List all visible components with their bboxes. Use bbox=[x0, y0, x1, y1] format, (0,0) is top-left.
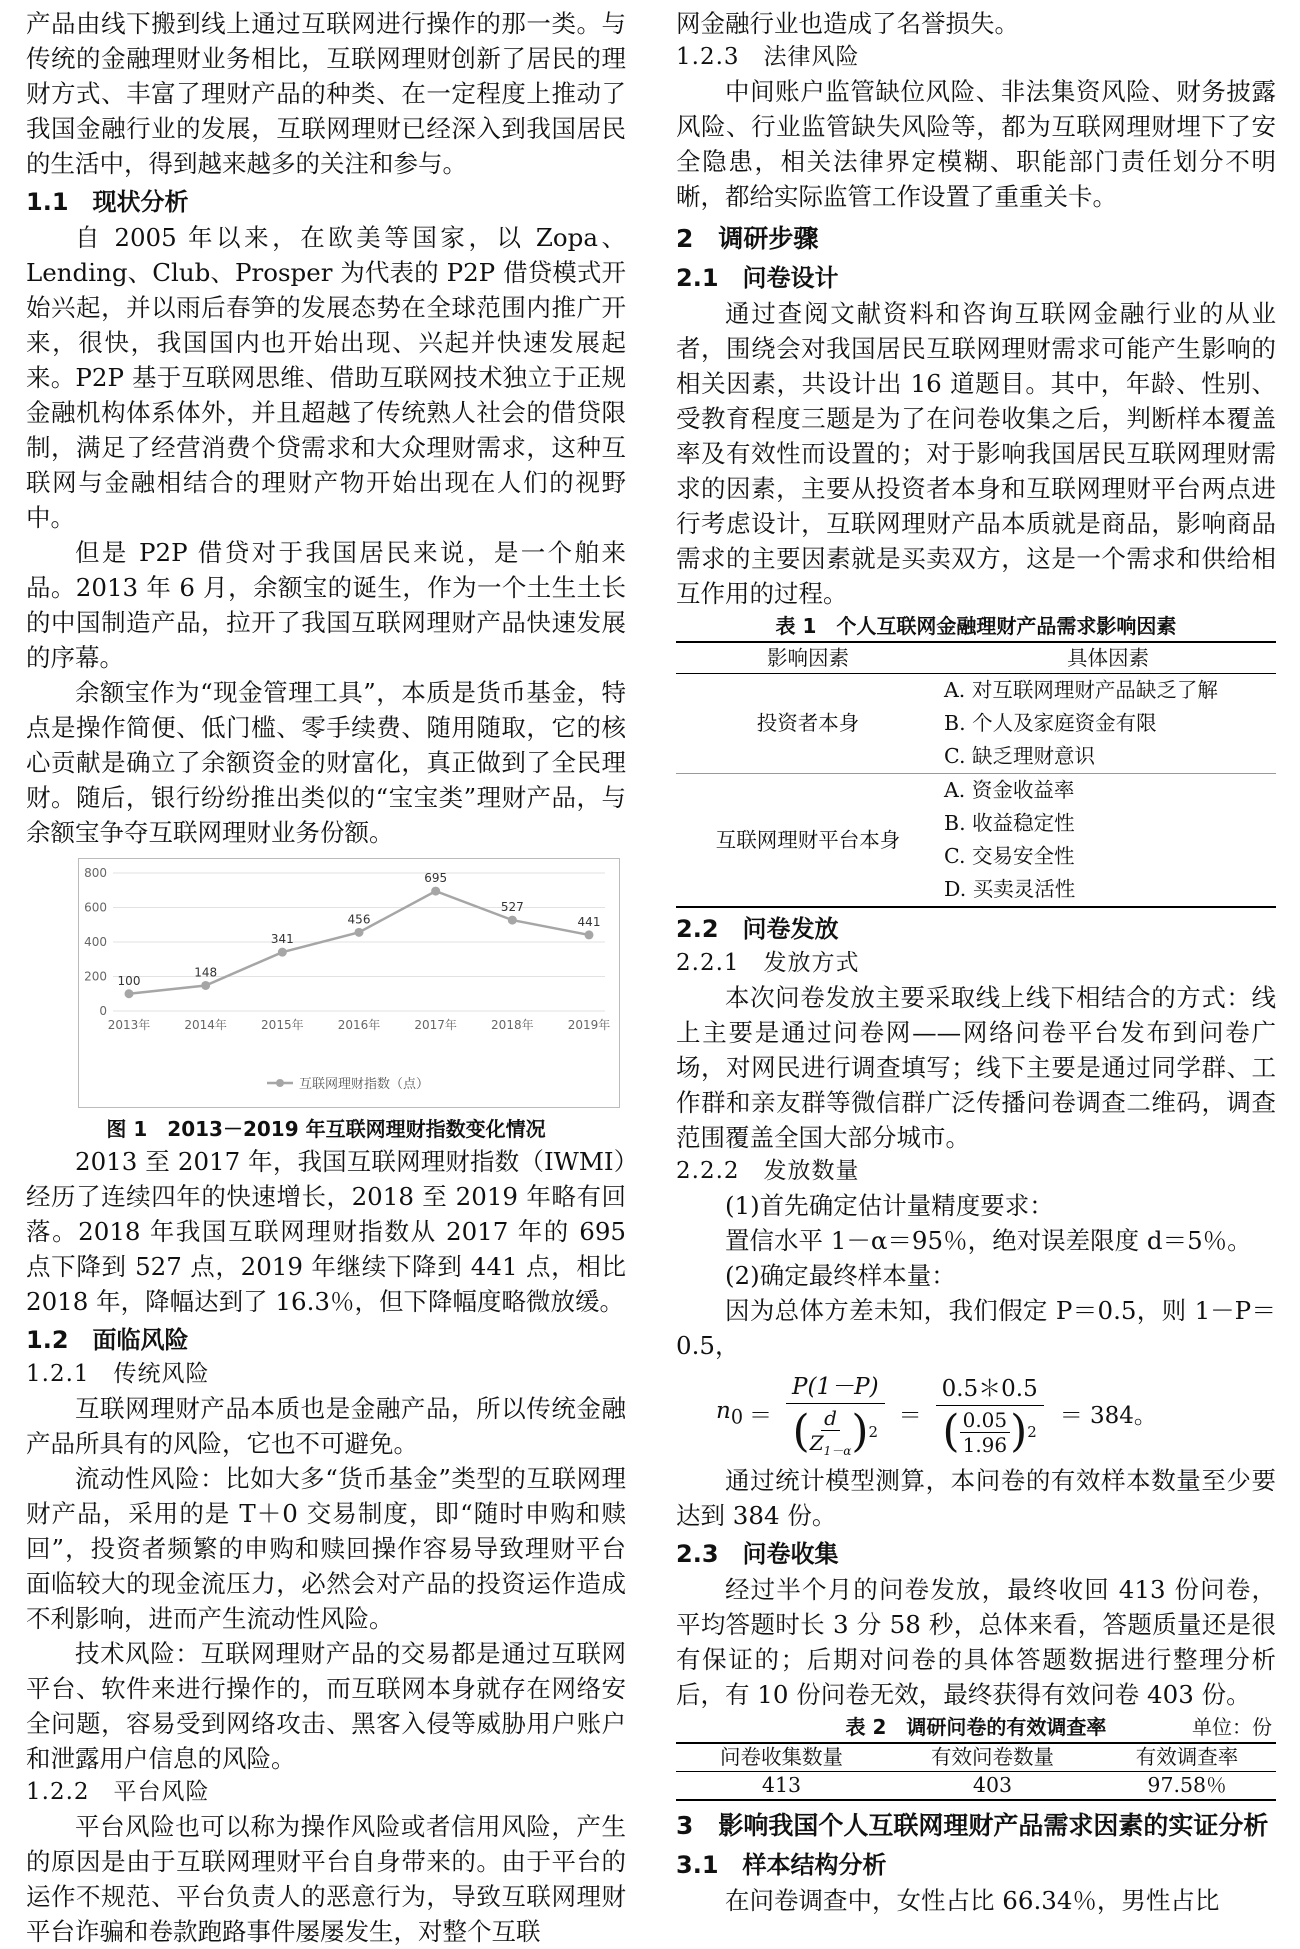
factor-table bbox=[676, 641, 1276, 908]
section-heading-2: 2 调研步骤 bbox=[676, 224, 819, 253]
x-tick-label: 2019年 bbox=[567, 1018, 611, 1032]
table-row bbox=[676, 774, 1276, 808]
x-tick-label: 2016年 bbox=[337, 1018, 381, 1032]
left-column bbox=[26, 6, 626, 1949]
subsection-heading-1-2-1: 1.2.1 传统风险 bbox=[26, 1361, 210, 1387]
formula-result: ＝ 384。 bbox=[1059, 1402, 1157, 1429]
table-cell: 97.58％ bbox=[1147, 1773, 1227, 1797]
data-label: 527 bbox=[500, 900, 524, 915]
x-tick-label: 2014年 bbox=[184, 1018, 227, 1032]
data-label: 441 bbox=[577, 914, 601, 929]
subsection-heading-2-2-2: 2.2.2 发放数量 bbox=[676, 1158, 860, 1184]
item-cell: A. 资金收益率 bbox=[940, 774, 1276, 808]
line-chart bbox=[78, 858, 620, 1108]
table-header-row bbox=[676, 642, 1276, 674]
table-cell: 413 bbox=[761, 1773, 802, 1797]
paragraph: 平台风险也可以称为操作风险或者信用风险，产生的原因是由于互联网理财平台自身带来的。由于平台的运作不规范、平台负责人的恶意行为，导致互联网理财平台诈骗和卷款跑路事件屡屡发生，对整个互联 bbox=[26, 1812, 626, 1946]
table-header-cell: 影响因素 bbox=[676, 642, 940, 674]
paragraph: 技术风险：互联网理财产品的交易都是通过互联网平台、软件来进行操作的，而互联网本身就存在网络安全问题，容易受到网络攻击、黑客入侵等威胁用户账户和泄露用户信息的风险。 bbox=[26, 1639, 626, 1773]
factor-cell: 投资者本身 bbox=[756, 711, 860, 735]
section-heading-2-2: 2.2 问卷发放 bbox=[676, 915, 839, 943]
formula-lhs: $n_0$ bbox=[716, 1397, 744, 1429]
paragraph: 流动性风险：比如大多“货币基金”类型的互联网理财产品，采用的是 T＋0 交易制度，即“随时申购和赎回”，投资者频繁的申购和赎回操作容易导致理财平台面临较大的现金流压力，必然会对产品的投资运作造成不利影响，进而产生流动性风险。 bbox=[26, 1464, 626, 1633]
data-label: 695 bbox=[424, 871, 448, 886]
paragraph: 通过查阅文献资料和咨询互联网金融行业的从业者，围绕会对我国居民互联网理财需求可能产生影响的相关因素，共设计出 16 道题目。其中，年龄、性别、受教育程度三题是为了在问卷收集之后，判断样本覆盖率及有效性而设置的；对于影响我国居民互联网理财需求的因素，主要从投资者本身和互联网理财平台两点进行考虑设计，互联网理财产品本质就是商品，影响商品需求的主要因素就是买卖双方，这是一个需求和供给相互作用的过程。 bbox=[676, 299, 1276, 608]
paragraph: 自 2005 年以来，在欧美等国家，以 Zopa、Lending、Club、Prosper 为代表的 P2P 借贷模式开始兴起，并以雨后春笋的发展态势在全球范围内推广开来，很快，我国国内也开始出现、兴起并快速发展起来。P2P 基于互联网思维、借助互联网技术独立于正规金融机构体系体外，并且超越了传统熟人社会的借贷限制，满足了经营消费个贷需求和大众理财需求，这种互联网与金融相结合的理财产物开始出现在人们的视野中。 bbox=[26, 223, 626, 532]
paragraph: 在问卷调查中，女性占比 66.34％，男性占比 bbox=[725, 1886, 1220, 1915]
item-cell: A. 对互联网理财产品缺乏了解 bbox=[944, 678, 1218, 702]
table-header-cell: 具体因素 bbox=[940, 642, 1276, 674]
x-tick-label: 2017年 bbox=[414, 1018, 457, 1032]
paragraph: 但是 P2P 借贷对于我国居民来说，是一个舶来品。2013 年 6 月，余额宝的诞生，作为一个土生土长的中国制造产品，拉开了我国互联网理财产品快速发展的序幕。 bbox=[26, 538, 626, 672]
factor-cell: 互联网理财平台本身 bbox=[676, 774, 940, 908]
data-point bbox=[585, 930, 594, 939]
paragraph: 中间账户监管缺位风险、非法集资风险、财务披露风险、行业监管缺失风险等，都为互联网理财埋下了安全隐患，相关法律界定模糊、职能部门责任划分不明晰，都给实际监管工作设置了重重关卡。 bbox=[676, 77, 1276, 211]
section-heading-2-3: 2.3 问卷收集 bbox=[676, 1540, 839, 1568]
subsection-heading-1-2-2: 1.2.2 平台风险 bbox=[26, 1779, 210, 1805]
data-point bbox=[278, 948, 287, 957]
table-header-cell: 有效问卷数量 bbox=[887, 1743, 1098, 1772]
survey-rate-table bbox=[676, 1742, 1276, 1801]
data-label: 456 bbox=[347, 912, 371, 927]
paragraph: (2)确定最终样本量： bbox=[725, 1261, 956, 1290]
table2-caption-row bbox=[676, 1712, 1276, 1742]
table-header-cell: 问卷收集数量 bbox=[676, 1743, 887, 1772]
item-cell: C. 交易安全性 bbox=[944, 844, 1075, 868]
formula-fraction-1: P(1－P) ( $\frac{d}{Z_{1-\alpha}}$ ) 2 bbox=[786, 1368, 885, 1459]
table-cell: 403 bbox=[972, 1773, 1013, 1797]
subsection-heading-2-2-1: 2.2.1 发放方式 bbox=[676, 950, 860, 976]
item-cell: B. 收益稳定性 bbox=[944, 811, 1075, 835]
paragraph: 网金融行业也造成了名誉损失。 bbox=[676, 9, 1019, 38]
table-row bbox=[676, 1772, 1276, 1801]
section-heading-3: 3 影响我国个人互联网理财产品需求因素的实证分析 bbox=[676, 1811, 1269, 1840]
table2-unit: 单位：份 bbox=[1192, 1715, 1272, 1739]
y-tick-label: 800 bbox=[84, 866, 107, 880]
paragraph: 本次问卷发放主要采取线上线下相结合的方式：线上主要是通过问卷网——网络问卷平台发布到问卷广场，对网民进行调查填写；线下主要是通过同学群、工作群和亲友群等微信群广泛传播问卷调查二维码，调查范围覆盖全国大部分城市。 bbox=[676, 983, 1276, 1152]
chart-svg bbox=[79, 859, 619, 1107]
paragraph: 余额宝作为“现金管理工具”，本质是货币基金，特点是操作简便、低门槛、零手续费、随用随取，它的核心贡献是确立了余额资金的财富化，真正做到了全民理财。随后，银行纷纷推出类似的“宝宝类”理财产品，与余额宝争夺互联网理财业务份额。 bbox=[26, 678, 626, 847]
data-label: 148 bbox=[194, 965, 218, 980]
item-cell: D. 买卖灵活性 bbox=[944, 877, 1076, 901]
paragraph: 经过半个月的问卷发放，最终收回 413 份问卷，平均答题时长 3 分 58 秒，总体来看，答题质量还是很有保证的；后期对问卷的具体答题数据进行整理分析后，有 10 份问卷无效，最终获得有效问卷 403 份。 bbox=[676, 1575, 1276, 1709]
legend-point-swatch bbox=[276, 1079, 284, 1087]
figure-caption: 图 1 2013－2019 年互联网理财指数变化情况 bbox=[106, 1117, 546, 1141]
x-tick-label: 2015年 bbox=[261, 1018, 304, 1032]
paragraph: 产品由线下搬到线上通过互联网进行操作的那一类。与传统的金融理财业务相比，互联网理财创新了居民的理财方式、丰富了理财产品的种类、在一定程度上推动了我国金融行业的发展，互联网理财已经深入到我国居民的生活中，得到越来越多的关注和参与。 bbox=[26, 9, 626, 178]
section-heading-1-1: 1.1 现状分析 bbox=[26, 188, 189, 216]
item-cell: B. 个人及家庭资金有限 bbox=[944, 711, 1157, 735]
x-tick-label: 2013年 bbox=[107, 1018, 151, 1032]
subsection-heading-1-2-3: 1.2.3 法律风险 bbox=[676, 44, 860, 70]
table1-caption: 表 1 个人互联网金融理财产品需求影响因素 bbox=[775, 614, 1177, 638]
x-tick-label: 2018年 bbox=[491, 1018, 534, 1032]
formula-fraction-2: 0.5＊0.5 ( $\frac{0.05}{1.96}$ ) 2 bbox=[936, 1370, 1044, 1457]
paragraph: 通过统计模型测算，本问卷的有效样本数量至少要达到 384 份。 bbox=[676, 1466, 1276, 1530]
paragraph: (1)首先确定估计量精度要求： bbox=[725, 1191, 1054, 1220]
table-header-row bbox=[676, 1743, 1276, 1772]
data-point bbox=[201, 981, 210, 990]
data-point bbox=[508, 916, 517, 925]
paragraph: 互联网理财产品本质也是金融产品，所以传统金融产品所具有的风险，它也不可避免。 bbox=[26, 1394, 626, 1458]
paragraph: 2013 至 2017 年，我国互联网理财指数（IWMI）经历了连续四年的快速增长，2018 至 2019 年略有回落。2018 年我国互联网理财指数从 2017 年的 695 点下降到 527 点，2019 年继续下降到 441 点，相比 2018 年，降幅达到了 16.3％，但下降幅度略微放缓。 bbox=[26, 1147, 626, 1316]
section-heading-3-1: 3.1 样本结构分析 bbox=[676, 1851, 887, 1879]
y-tick-label: 600 bbox=[84, 900, 107, 915]
section-heading-2-1: 2.1 问卷设计 bbox=[676, 264, 839, 292]
sample-size-formula: $n_0$ ＝ P(1－P) ( $\frac{d}{Z_{1-\alpha}}$ ) 2 ＝ 0.5＊0.5 ( $\frac{0.05}{1.96}$ ) 2 ＝ 384。 bbox=[716, 1363, 1276, 1463]
item-cell: C. 缺乏理财意识 bbox=[944, 744, 1095, 768]
data-point bbox=[431, 887, 440, 896]
data-label: 341 bbox=[270, 932, 294, 947]
data-point bbox=[355, 928, 364, 937]
legend-label: 互联网理财指数（点） bbox=[299, 1077, 430, 1092]
data-point bbox=[125, 989, 134, 998]
paragraph: 置信水平 1－α＝95％，绝对误差限度 d＝5％。 bbox=[725, 1226, 1252, 1255]
right-column bbox=[676, 6, 1276, 1918]
section-heading-1-2: 1.2 面临风险 bbox=[26, 1326, 189, 1354]
y-tick-label: 200 bbox=[84, 969, 107, 984]
paragraph: 因为总体方差未知，我们假定 P＝0.5，则 1－P＝0.5， bbox=[676, 1296, 1276, 1360]
table-header-cell: 有效调查率 bbox=[1098, 1743, 1276, 1772]
table-row bbox=[676, 674, 1276, 708]
data-label: 100 bbox=[117, 973, 141, 988]
y-tick-label: 400 bbox=[84, 935, 107, 949]
y-tick-label: 0 bbox=[99, 1004, 107, 1018]
table2-caption: 表 2 调研问卷的有效调查率 bbox=[845, 1715, 1107, 1739]
